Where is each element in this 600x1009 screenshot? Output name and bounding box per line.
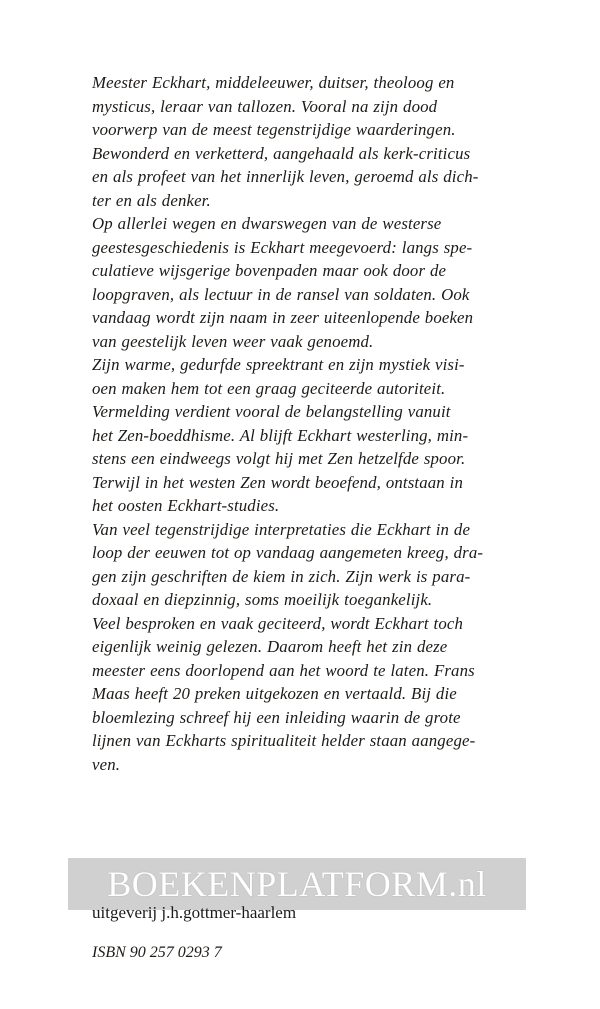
blurb-line: vandaag wordt zijn naam in zeer uiteenlopende boeken [92, 308, 474, 327]
blurb-line: meester eens doorlopend aan het woord te laten. Frans [92, 660, 475, 680]
isbn-number: ISBN 90 257 0293 7 [92, 944, 222, 961]
blurb-line: stens een eindweegs volgt hij met Zen hetzelfde spoor. [92, 449, 466, 468]
blurb-line: ven. [92, 754, 121, 774]
blurb-line: voorwerp van de meest tegenstrijdige waarderingen. [92, 120, 456, 139]
blurb-line: het Zen-boeddhisme. Al blijft Eckhart westerling, min- [92, 425, 469, 445]
watermark-text: BOEKENPLATFORM.nl [107, 864, 487, 904]
blurb-line: loopgraven, als lectuur in de ransel van soldaten. Ook [92, 284, 470, 304]
blurb-line: lijnen van Eckharts spiritualiteit helder staan aangege- [92, 731, 476, 750]
blurb-line: gen zijn geschriften de kiem in zich. Zijn werk is para- [92, 566, 471, 586]
blurb-line: Van veel tegenstrijdige interpretaties die Eckhart in de [92, 519, 471, 539]
blurb-line: mysticus, leraar van tallozen. Vooral na zijn dood [92, 96, 438, 116]
blurb-line: bloemlezing schreef hij een inleiding waarin de grote [92, 707, 461, 727]
blurb-line: geestesgeschiedenis is Eckhart meegevoerd: langs spe- [92, 237, 473, 257]
blurb-line: Zijn warme, gedurfde spreektrant en zijn mystiek visi- [92, 355, 465, 374]
blurb-line: Maas heeft 20 preken uitgekozen en vertaald. Bij die [92, 684, 457, 703]
blurb-line: Vermelding verdient vooral de belangstelling vanuit [92, 402, 451, 421]
blurb-line: Op allerlei wegen en dwarswegen van de westerse [92, 214, 442, 233]
publisher-name: uitgeverij j.h.gottmer-haarlem [92, 903, 297, 922]
blurb-line: ter en als denker. [92, 190, 211, 210]
blurb-line: doxaal en diepzinnig, soms moeilijk toegankelijk. [92, 590, 433, 609]
blurb-line: culatieve wijsgerige bovenpaden maar ook door de [92, 261, 447, 280]
blurb-line: Bewonderd en verketterd, aangehaald als kerk-criticus [92, 143, 471, 163]
blurb-line: eigenlijk weinig gelezen. Daarom heeft het zin deze [92, 637, 448, 656]
blurb-line: loop der eeuwen tot op vandaag aangemeten kreeg, dra- [92, 543, 484, 562]
blurb-line: het oosten Eckhart-studies. [92, 496, 280, 515]
blurb-line: oen maken hem tot een graag geciteerde autoriteit. [92, 378, 446, 398]
blurb-line: Veel besproken en vaak geciteerd, wordt Eckhart toch [92, 613, 464, 633]
back-cover-blurb [92, 71, 532, 776]
blurb-line: Meester Eckhart, middeleeuwer, duitser, theoloog en [92, 73, 455, 92]
blurb-line: Terwijl in het westen Zen wordt beoefend, ontstaan in [92, 472, 464, 492]
blurb-line: van geestelijk leven weer vaak genoemd. [92, 331, 374, 351]
blurb-line: en als profeet van het innerlijk leven, geroemd als dich- [92, 167, 479, 186]
